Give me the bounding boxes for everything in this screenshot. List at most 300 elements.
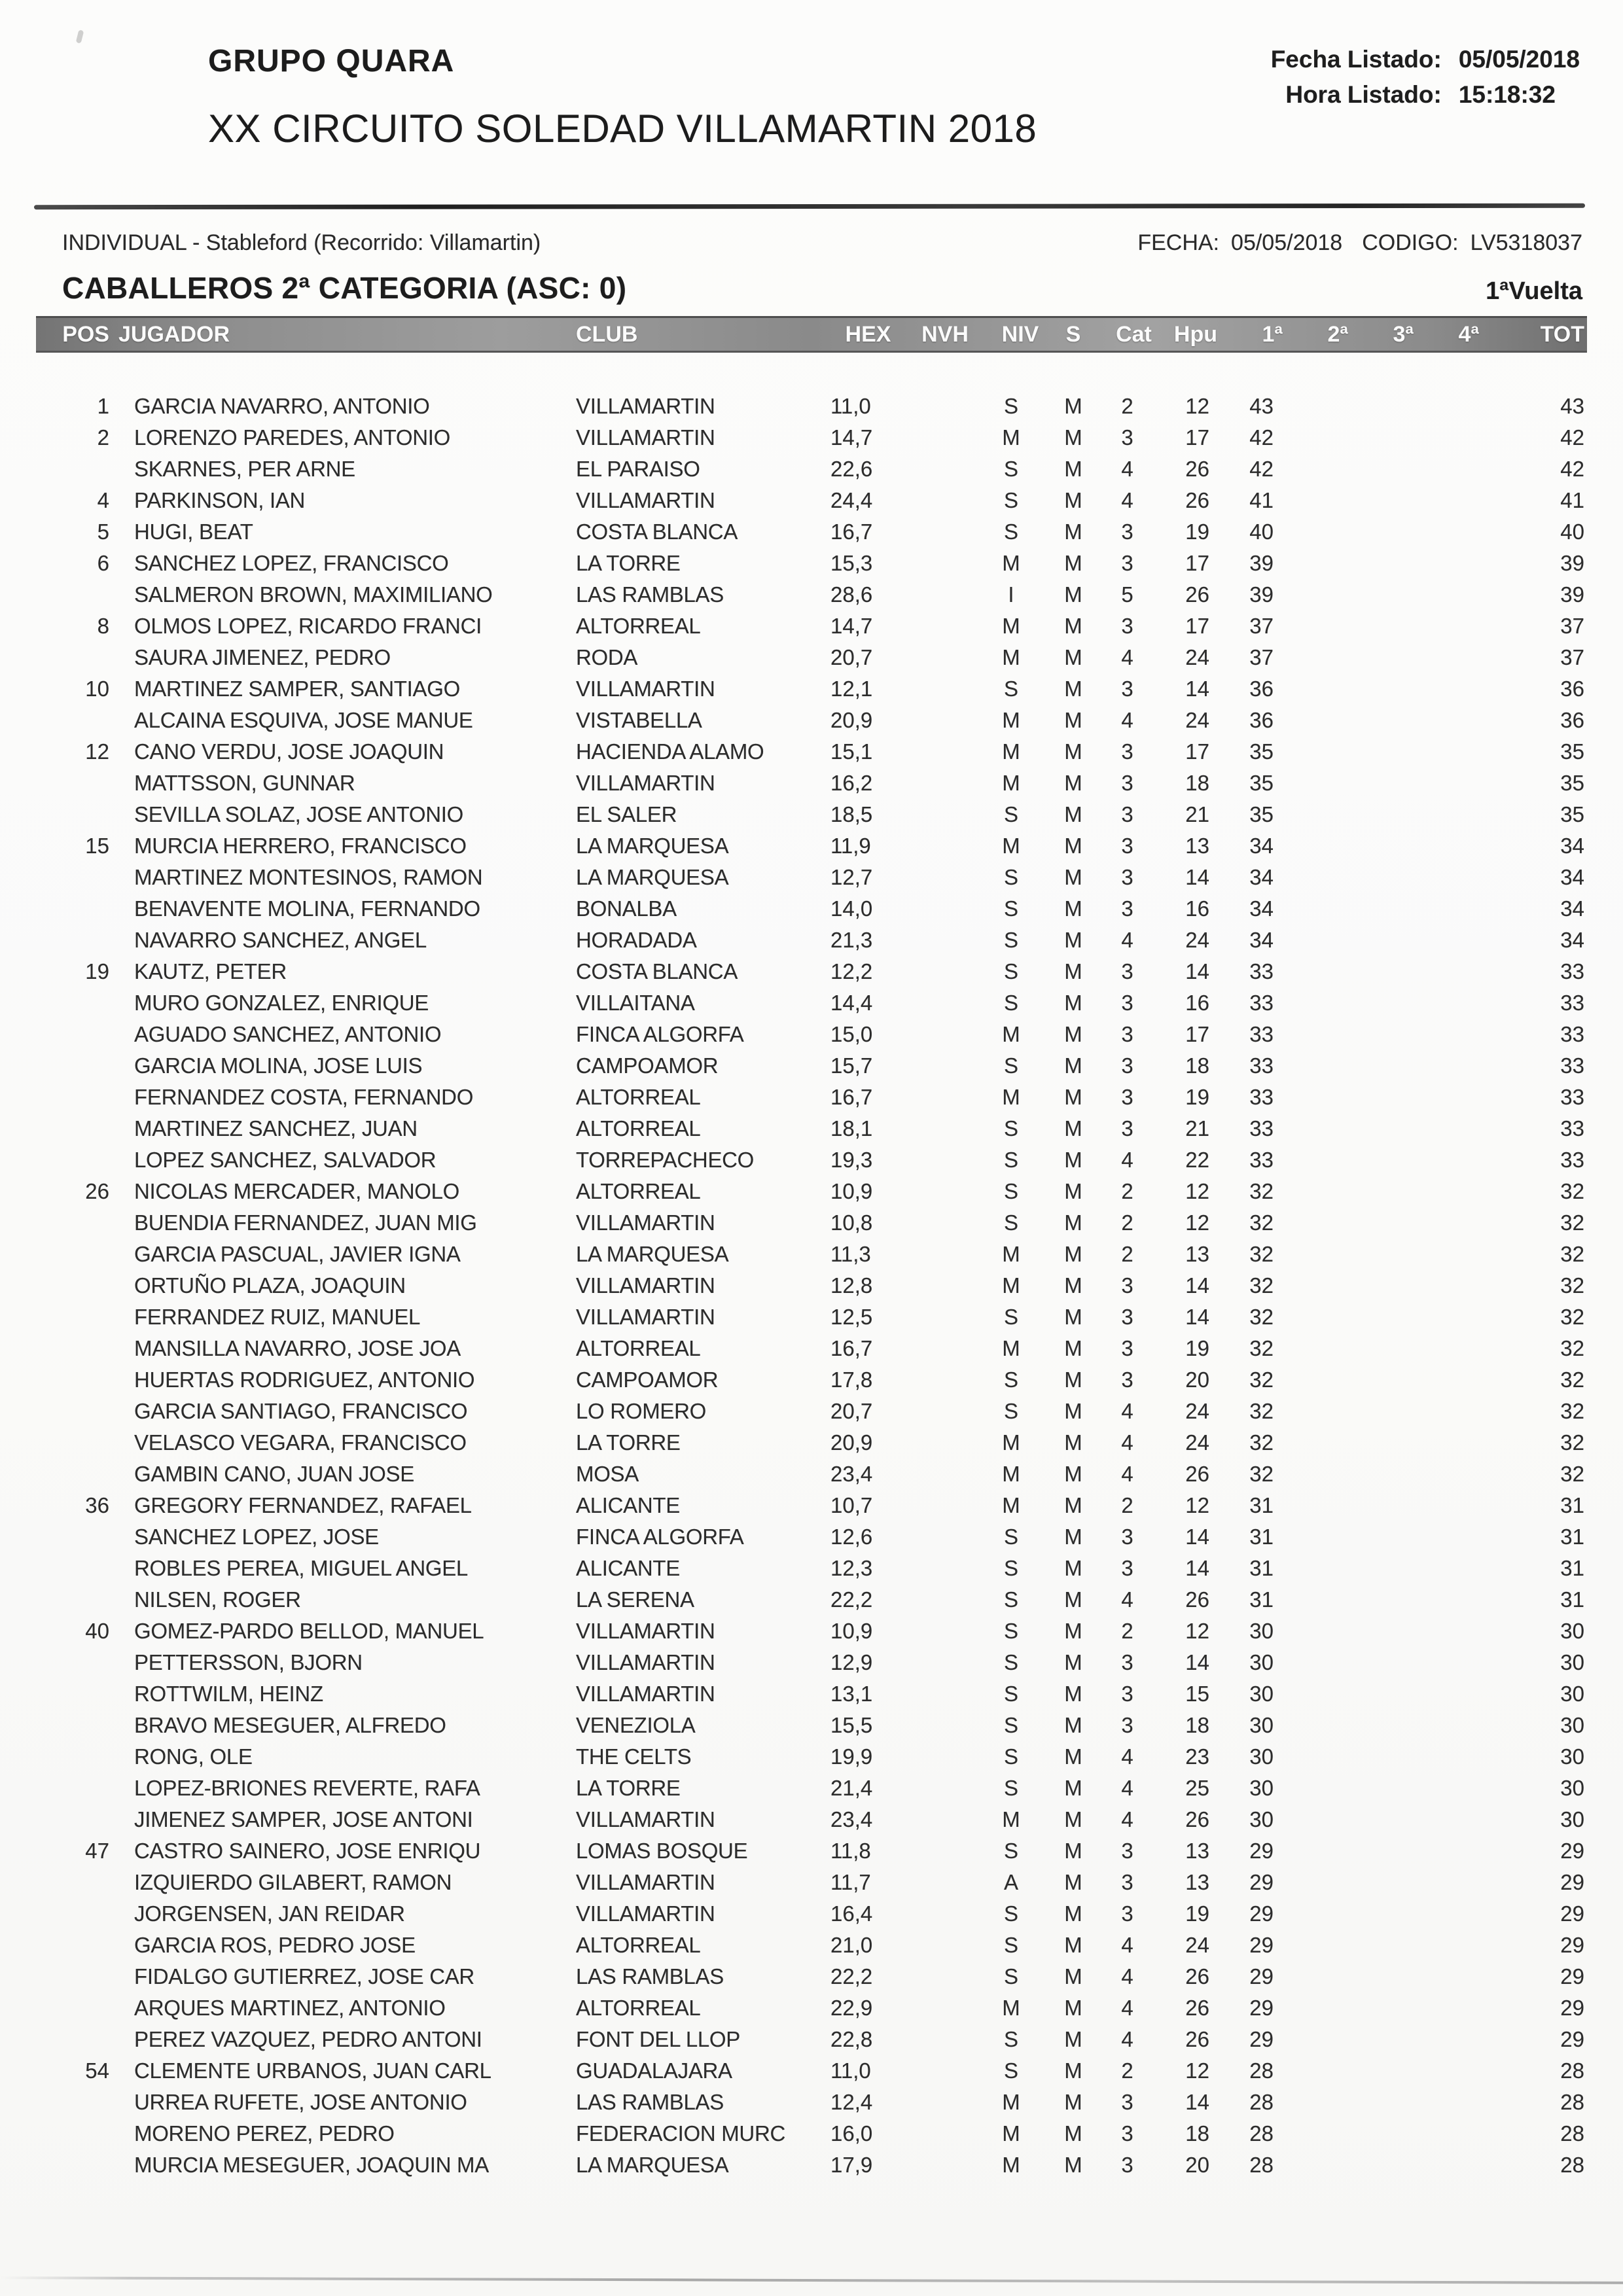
cell-v4 [1414,642,1479,673]
cell-niv: M [1002,1273,1020,1298]
cell-pos [36,1647,115,1678]
cell-v4 [1414,548,1479,579]
cell-v3 [1348,799,1414,830]
cell-hex: 11,0 [830,394,871,418]
table-row [36,1521,1587,1553]
cell-niv: S [1003,1650,1018,1674]
col-header-s: S [1047,317,1099,352]
cell-v3 [1348,1364,1414,1396]
cell-cat: 3 [1121,1336,1133,1360]
cell-tot: 29 [1560,1870,1584,1894]
cell-club: CAMPOAMOR [576,1368,719,1392]
cell-jugador: PETTERSSON, BJORN [134,1650,363,1674]
cell-niv: M [1002,1493,1020,1517]
cell-niv: M [1002,771,1020,795]
cell-v1: 29 [1249,1901,1274,1926]
cell-hex: 20,9 [830,1430,873,1455]
cell-tot: 35 [1560,739,1584,764]
cell-tot: 32 [1560,1430,1584,1455]
cell-pos [36,1239,115,1270]
cell-v1: 34 [1249,928,1274,952]
cell-pos: 47 [85,1839,109,1863]
cell-club: VILLAMARTIN [576,425,715,450]
cell-v2 [1283,1270,1348,1301]
col-header-cat: Cat [1099,317,1155,352]
col-header-jugador: JUGADOR [115,317,576,352]
scan-artifact [76,29,84,43]
cell-tot: 28 [1560,2121,1584,2146]
cell-v4 [1414,1176,1479,1207]
cell-jugador: FERRANDEZ RUIZ, MANUEL [134,1305,421,1329]
cell-hpu: 14 [1185,959,1209,983]
cell-jugador: GREGORY FERNANDEZ, RAFAEL [134,1493,472,1517]
table-row [36,642,1587,673]
cell-v1: 28 [1249,2090,1274,2114]
table-row [36,2149,1587,2181]
cell-club: VILLAMARTIN [576,677,715,701]
cell-hex: 22,2 [830,1964,873,1988]
cell-v4 [1414,987,1479,1019]
cell-niv: S [1003,1744,1018,1769]
cell-s: M [1064,1839,1082,1863]
cell-s: M [1064,1776,1082,1800]
cell-v4 [1414,2149,1479,2181]
cell-v4 [1414,830,1479,862]
cell-club: VILLAMARTIN [576,488,715,512]
cell-nvh [897,2149,975,2181]
cell-hpu: 14 [1185,677,1209,701]
fecha-listado-label: Fecha Listado: [1270,46,1442,73]
cell-niv: M [1002,645,1020,669]
cell-v3 [1348,1144,1414,1176]
cell-hex: 11,0 [830,2058,871,2083]
cell-v1: 30 [1249,1619,1274,1643]
cell-v1: 30 [1249,1713,1274,1737]
cell-v4 [1414,1867,1479,1898]
table-row [36,705,1587,736]
cell-v2 [1283,2149,1348,2181]
cell-s: M [1064,1650,1082,1674]
cell-hpu: 12 [1185,394,1209,418]
table-row [36,1364,1587,1396]
cell-v4 [1414,1270,1479,1301]
cell-v1: 32 [1249,1399,1274,1423]
cell-cat: 3 [1121,677,1133,701]
cell-s: M [1064,1807,1082,1831]
table-row [36,1616,1587,1647]
table-row [36,453,1587,485]
cell-hpu: 25 [1185,1776,1209,1800]
cell-v1: 32 [1249,1305,1274,1329]
cell-nvh [897,673,975,705]
cell-hex: 20,9 [830,708,873,732]
cell-hpu: 12 [1185,2058,1209,2083]
cell-club: VENEZIOLA [576,1713,696,1737]
cell-v3 [1348,2149,1414,2181]
cell-jugador: MURCIA MESEGUER, JOAQUIN MA [134,2153,489,2177]
table-row [36,1992,1587,2024]
cell-tot: 30 [1560,1776,1584,1800]
cell-hex: 11,3 [830,1242,871,1266]
cell-v3 [1348,1082,1414,1113]
cell-tot: 42 [1560,457,1584,481]
cell-hex: 17,8 [830,1368,873,1392]
cell-cat: 3 [1121,425,1133,450]
cell-pos [36,1773,115,1804]
cell-cat: 3 [1121,771,1133,795]
cell-club: LA MARQUESA [576,865,729,889]
cell-v1: 32 [1249,1368,1274,1392]
cell-v3 [1348,862,1414,893]
table-row [36,1144,1587,1176]
cell-s: M [1064,2121,1082,2146]
cell-v2 [1283,1584,1348,1616]
cell-tot: 32 [1560,1273,1584,1298]
cell-v4 [1414,579,1479,610]
cell-v2 [1283,2055,1348,2087]
cell-cat: 3 [1121,614,1133,638]
cell-v2 [1283,1741,1348,1773]
cell-tot: 32 [1560,1179,1584,1203]
cell-nvh [897,516,975,548]
cell-tot: 43 [1560,394,1584,418]
cell-jugador: VELASCO VEGARA, FRANCISCO [134,1430,467,1455]
table-row [36,673,1587,705]
cell-cat: 3 [1121,739,1133,764]
table-row [36,1678,1587,1710]
cell-nvh [897,1082,975,1113]
cell-club: FONT DEL LLOP [576,2027,741,2051]
cell-v4 [1414,893,1479,925]
cell-s: M [1064,1116,1082,1140]
cell-cat: 4 [1121,488,1133,512]
table-row [36,925,1587,956]
cell-s: M [1064,1556,1082,1580]
cell-v4 [1414,1113,1479,1144]
cell-club: VILLAMARTIN [576,1870,715,1894]
cell-v1: 30 [1249,1650,1274,1674]
cell-pos [36,1427,115,1458]
cell-v3 [1348,893,1414,925]
cell-hpu: 24 [1185,1933,1209,1957]
cell-cat: 4 [1121,1430,1133,1455]
cell-nvh [897,2087,975,2118]
table-row [36,799,1587,830]
cell-v3 [1348,2118,1414,2149]
cell-v3 [1348,1207,1414,1239]
cell-cat: 4 [1121,1933,1133,1957]
cell-nvh [897,925,975,956]
cell-jugador: LOPEZ-BRIONES REVERTE, RAFA [134,1776,480,1800]
cell-hex: 22,2 [830,1587,873,1612]
cell-club: THE CELTS [576,1744,692,1769]
cell-pos [36,925,115,956]
cell-tot: 41 [1560,488,1584,512]
cell-s: M [1064,1964,1082,1988]
cell-niv: M [1002,1242,1020,1266]
cell-s: M [1064,1179,1082,1203]
cell-v2 [1283,1804,1348,1835]
cell-tot: 30 [1560,1650,1584,1674]
cell-hex: 15,7 [830,1053,873,1078]
cell-hex: 22,6 [830,457,873,481]
cell-hpu: 15 [1185,1682,1209,1706]
cell-v4 [1414,1773,1479,1804]
cell-pos [36,2024,115,2055]
table-row [36,2118,1587,2149]
cell-pos [36,1584,115,1616]
cell-jugador: BRAVO MESEGUER, ALFREDO [134,1713,446,1737]
cell-pos [36,1207,115,1239]
cell-nvh [897,422,975,453]
cell-v1: 31 [1249,1587,1274,1612]
cell-niv: S [1003,1525,1018,1549]
cell-nvh [897,1490,975,1521]
cell-club: LA MARQUESA [576,1242,729,1266]
cell-jugador: SANCHEZ LOPEZ, JOSE [134,1525,379,1549]
cell-v2 [1283,1616,1348,1647]
cell-niv: S [1003,1556,1018,1580]
cell-v3 [1348,736,1414,768]
cell-cat: 3 [1121,1525,1133,1549]
cell-hex: 19,3 [830,1148,873,1172]
cell-hex: 14,0 [830,896,873,921]
cell-jugador: AGUADO SANCHEZ, ANTONIO [134,1022,442,1046]
cell-niv: S [1003,1682,1018,1706]
cell-pos: 12 [85,739,109,764]
cell-tot: 29 [1560,1901,1584,1926]
table-row [36,736,1587,768]
cell-tot: 30 [1560,1807,1584,1831]
cell-v4 [1414,1961,1479,1992]
cell-hpu: 26 [1185,1462,1209,1486]
cell-nvh [897,1144,975,1176]
cell-nvh [897,642,975,673]
cell-v2 [1283,1710,1348,1741]
cell-v4 [1414,1301,1479,1333]
cell-club: ALTORREAL [576,614,701,638]
cell-hpu: 14 [1185,2090,1209,2114]
cell-niv: M [1002,1462,1020,1486]
cell-cat: 2 [1121,1179,1133,1203]
cell-v2 [1283,1113,1348,1144]
cell-pos [36,1050,115,1082]
cell-nvh [897,548,975,579]
codigo-value: LV5318037 [1470,230,1582,255]
table-row [36,548,1587,579]
cell-hpu: 12 [1185,1210,1209,1235]
cell-cat: 4 [1121,2027,1133,2051]
cell-pos [36,642,115,673]
cell-v2 [1283,1867,1348,1898]
cell-tot: 33 [1560,991,1584,1015]
cell-tot: 30 [1560,1682,1584,1706]
cell-s: M [1064,1305,1082,1329]
cell-niv: S [1003,802,1018,826]
cell-club: RODA [576,645,638,669]
cell-v4 [1414,1458,1479,1490]
cell-tot: 28 [1560,2153,1584,2177]
cell-s: M [1064,2090,1082,2114]
cell-niv: M [1002,739,1020,764]
cell-cat: 3 [1121,1053,1133,1078]
cell-cat: 3 [1121,1839,1133,1863]
cell-s: M [1064,582,1082,607]
table-row [36,1176,1587,1207]
cell-v4 [1414,1019,1479,1050]
cell-cat: 4 [1121,457,1133,481]
cell-club: ALTORREAL [576,1336,701,1360]
table-row [36,1930,1587,1961]
cell-jugador: ORTUÑO PLAZA, JOAQUIN [134,1273,406,1298]
cell-club: HORADADA [576,928,697,952]
cell-tot: 29 [1560,1996,1584,2020]
cell-club: LA MARQUESA [576,2153,729,2177]
cell-jugador: SEVILLA SOLAZ, JOSE ANTONIO [134,802,463,826]
category-title: CABALLEROS 2ª CATEGORIA (ASC: 0) [62,271,627,305]
cell-hpu: 14 [1185,1650,1209,1674]
cell-tot: 32 [1560,1462,1584,1486]
cell-v2 [1283,830,1348,862]
table-row [36,1301,1587,1333]
cell-cat: 3 [1121,1682,1133,1706]
cell-hpu: 23 [1185,1744,1209,1769]
cell-hex: 12,4 [830,2090,873,2114]
cell-hpu: 22 [1185,1148,1209,1172]
cell-hex: 16,4 [830,1901,873,1926]
cell-tot: 30 [1560,1713,1584,1737]
cell-hpu: 26 [1185,1996,1209,2020]
cell-v2 [1283,1490,1348,1521]
cell-niv: S [1003,1776,1018,1800]
cell-hex: 21,4 [830,1776,873,1800]
cell-cat: 4 [1121,1964,1133,1988]
table-row [36,1270,1587,1301]
cell-v1: 35 [1249,802,1274,826]
cell-v3 [1348,1113,1414,1144]
cell-v4 [1414,1427,1479,1458]
cell-jugador: MATTSSON, GUNNAR [134,771,355,795]
cell-cat: 4 [1121,1776,1133,1800]
cell-v2 [1283,1427,1348,1458]
table-row [36,1710,1587,1741]
cell-v4 [1414,925,1479,956]
cell-hpu: 14 [1185,1556,1209,1580]
cell-cat: 4 [1121,1399,1133,1423]
cell-jugador: BENAVENTE MOLINA, FERNANDO [134,896,480,921]
cell-niv: M [1002,614,1020,638]
cell-hpu: 24 [1185,708,1209,732]
cell-v2 [1283,516,1348,548]
cell-s: M [1064,425,1082,450]
cell-v2 [1283,1301,1348,1333]
cell-hex: 12,8 [830,1273,873,1298]
cell-jugador: LORENZO PAREDES, ANTONIO [134,425,451,450]
cell-pos [36,1364,115,1396]
table-header-row [36,317,1587,352]
cell-nvh [897,987,975,1019]
cell-niv: S [1003,1305,1018,1329]
cell-v1: 30 [1249,1776,1274,1800]
round-label: 1ªVuelta [1486,277,1582,305]
cell-pos [36,1301,115,1333]
cell-hex: 15,0 [830,1022,873,1046]
cell-tot: 29 [1560,1964,1584,1988]
cell-tot: 34 [1560,834,1584,858]
cell-club: CAMPOAMOR [576,1053,719,1078]
cell-niv: S [1003,1587,1018,1612]
cell-v3 [1348,1804,1414,1835]
cell-cat: 3 [1121,834,1133,858]
cell-v1: 35 [1249,771,1274,795]
cell-v1: 31 [1249,1556,1274,1580]
fecha-label: FECHA: [1137,230,1220,255]
col-header-hpu: Hpu [1155,317,1217,352]
col-header-v2: 2ª [1283,317,1348,352]
cell-hex: 16,7 [830,1336,873,1360]
cell-v4 [1414,736,1479,768]
cell-v3 [1348,1773,1414,1804]
cell-hpu: 17 [1185,1022,1209,1046]
cell-v4 [1414,1741,1479,1773]
cell-nvh [897,1019,975,1050]
cell-v4 [1414,1710,1479,1741]
cell-v1: 33 [1249,1148,1274,1172]
cell-cat: 3 [1121,2153,1133,2177]
cell-club: LOMAS BOSQUE [576,1839,748,1863]
cell-niv: S [1003,1713,1018,1737]
cell-s: M [1064,1462,1082,1486]
cell-v1: 33 [1249,1053,1274,1078]
table-row [36,1647,1587,1678]
cell-hpu: 18 [1185,2121,1209,2146]
cell-v3 [1348,1930,1414,1961]
cell-nvh [897,1678,975,1710]
cell-club: VILLAMARTIN [576,1273,715,1298]
cell-v3 [1348,1176,1414,1207]
cell-cat: 4 [1121,1807,1133,1831]
cell-hpu: 26 [1185,1587,1209,1612]
cell-v1: 32 [1249,1430,1274,1455]
cell-v3 [1348,1898,1414,1930]
cell-v1: 30 [1249,1807,1274,1831]
hora-listado-value: 15:18:32 [1458,81,1556,108]
cell-s: M [1064,520,1082,544]
cell-cat: 2 [1121,1210,1133,1235]
cell-jugador: GARCIA PASCUAL, JAVIER IGNA [134,1242,461,1266]
cell-s: M [1064,1210,1082,1235]
cell-nvh [897,1741,975,1773]
cell-v1: 29 [1249,1996,1274,2020]
cell-jugador: JORGENSEN, JAN REIDAR [134,1901,405,1926]
cell-v3 [1348,987,1414,1019]
cell-pos [36,1898,115,1930]
cell-niv: M [1002,551,1020,575]
cell-niv: M [1002,1085,1020,1109]
cell-s: M [1064,708,1082,732]
cell-cat: 4 [1121,1148,1133,1172]
cell-pos: 40 [85,1619,109,1643]
cell-club: COSTA BLANCA [576,959,738,983]
cell-club: VILLAMARTIN [576,1619,715,1643]
table-row [36,422,1587,453]
cell-v3 [1348,1427,1414,1458]
cell-nvh [897,830,975,862]
cell-jugador: FIDALGO GUTIERREZ, JOSE CAR [134,1964,474,1988]
cell-jugador: MARTINEZ MONTESINOS, RAMON [134,865,483,889]
cell-hpu: 18 [1185,771,1209,795]
cell-v4 [1414,2055,1479,2087]
